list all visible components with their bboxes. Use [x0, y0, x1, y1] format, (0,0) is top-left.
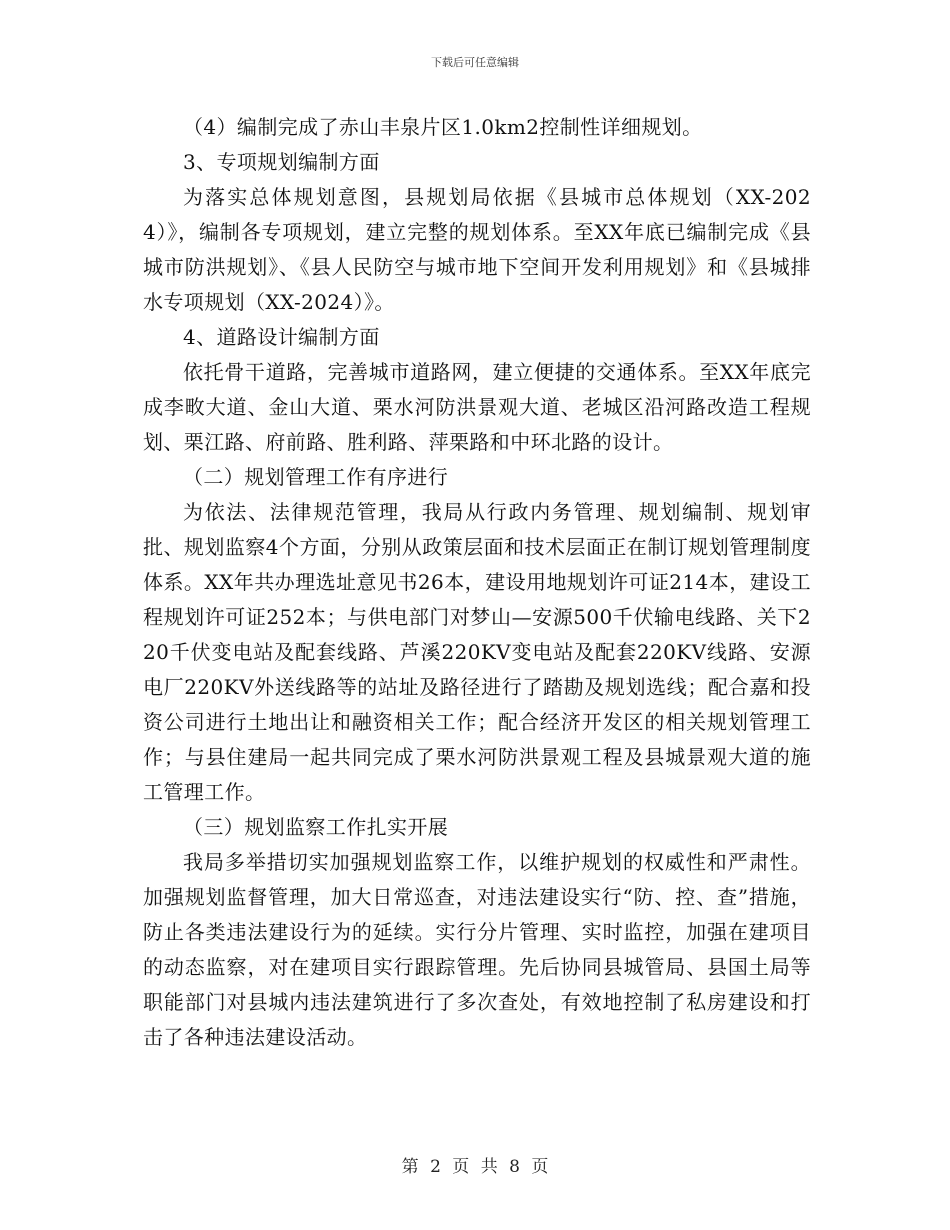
paragraph-item-4: （4）编制完成了赤山丰泉片区1.0km2控制性详细规划。 [183, 115, 703, 139]
paragraph-planning-management: 为依法、法律规范管理，我局从行政内务管理、规划编制、规划审批、规划监察4个方面，分别从政策层面和技术层面正在制订规划管理制度体系。XX年共办理选址意见书26本，建设用地规划许可证214本，建设工程规划许可证252本；与供电部门对梦山—安源500千伏输电线路、关下220千伏变电站及配套线路、芦溪220KV变电站及配套220KV线路、安源电厂220KV外送线路等的站址及路径进行了踏勘及规划选线；配合嘉和投资公司进行土地出让和融资相关工作；配合经济开发区的相关规划管理工作；与县住建局一起共同完成了栗水河防洪景观工程及县城景观大道的施工管理工作。 [143, 500, 811, 804]
section-heading-planning-supervision: （三）规划监察工作扎实开展 [183, 815, 449, 839]
section-heading-special-planning: 3、专项规划编制方面 [183, 150, 380, 174]
document-body [143, 110, 811, 1055]
paragraph-special-planning: 为落实总体规划意图，县规划局依据《县城市总体规划（XX-2024）》，编制各专项规划，建立完整的规划体系。至XX年底已编制完成《县城市防洪规划》、《县人民防空与城市地下空间开发利用规划》和《县城排水专项规划（XX-2024）》。 [143, 185, 811, 314]
section-heading-planning-management: （二）规划管理工作有序进行 [183, 465, 449, 489]
section-heading-road-design: 4、道路设计编制方面 [183, 325, 380, 349]
page-number-footer: 第 2 页 共 8 页 [401, 1157, 549, 1177]
page-header-note: 下载后可任意编辑 [431, 56, 519, 69]
paragraph-planning-supervision: 我局多举措切实加强规划监察工作，以维护规划的权威性和严肃性。加强规划监督管理，加大日常巡查，对违法建设实行“防、控、查”措施，防止各类违法建设行为的延续。实行分片管理、实时监控，加强在建项目的动态监察，对在建项目实行跟踪管理。先后协同县城管局、县国土局等职能部门对县城内违法建筑进行了多次查处，有效地控制了私房建设和打击了各种违法建设活动。 [143, 850, 811, 1049]
paragraph-road-design: 依托骨干道路，完善城市道路网，建立便捷的交通体系。至XX年底完成李畋大道、金山大道、栗水河防洪景观大道、老城区沿河路改造工程规划、栗江路、府前路、胜利路、萍栗路和中环北路的设计。 [143, 360, 811, 454]
